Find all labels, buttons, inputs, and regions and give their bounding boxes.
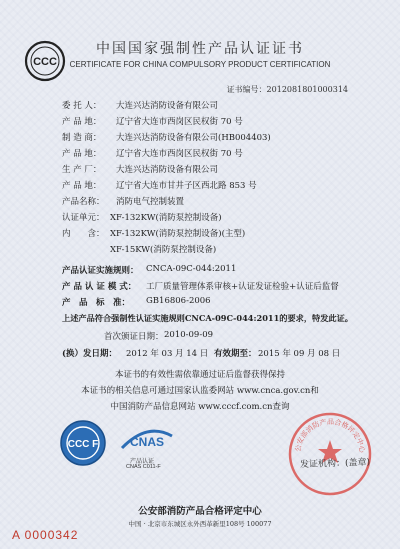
certificate-number: 证书编号：2012081801000314	[226, 85, 348, 94]
serial-number: A 0000342	[12, 528, 79, 542]
rule-value: 工厂质量管理体系审核+认证发证检验+认证后监督	[146, 282, 339, 292]
field-label: 产 品 地：	[62, 149, 102, 159]
footer-organization: 公安部消防产品合格评定中心	[138, 506, 262, 517]
rule-label: 产 品 认 证 模 式：	[62, 282, 137, 292]
field-value: 大连兴达消防设备有限公司	[116, 101, 219, 111]
valid-until-label: 有效期至：	[214, 349, 257, 359]
field-value: 大连兴达消防设备有限公司(HB004403)	[116, 133, 271, 143]
note-line: 本证书的相关信息可通过国家认监委网站 www.cnca.gov.cn和	[81, 386, 319, 396]
seal-ring-text: 公安部消防产品合格评定中心	[293, 417, 367, 454]
note-line: 中国消防产品信息网站 www.cccf.com.cn查询	[110, 402, 290, 412]
cert-unit-label: 认证单元：	[62, 213, 105, 223]
svg-text:CCC: CCC	[33, 56, 57, 68]
certificate-title-en: CERTIFICATE FOR CHINA COMPULSORY PRODUCT CERTIFICATION	[69, 60, 331, 69]
first-issue-value: 2010-09-09	[164, 330, 214, 340]
field-value: 大连兴达消防设备有限公司	[116, 165, 219, 175]
contain-line: XF-132KW(消防泵控制设备)(主型)	[110, 229, 246, 239]
certificate-title: 中国国家强制性产品认证证书	[96, 41, 304, 57]
rule-label: 产品认证实施规则：	[62, 266, 139, 276]
ccc-f-badge-text: CCC F	[67, 439, 99, 450]
footer-address: 中国 · 北京市东城区永外西革新里108号 100077	[128, 520, 272, 528]
first-issue-label: 首次颁证日期：	[104, 332, 164, 342]
contain-line: XF-15KW(消防泵控制设备)	[110, 245, 217, 255]
issue-date-value: 2012 年 03 月 14 日	[126, 349, 209, 359]
note-line: 本证书的有效性需依靠通过证后监督获得保持	[114, 370, 285, 380]
issuing-authority-signature: 发证机构：(盖章)	[299, 457, 371, 471]
rule-value: CNCA-09C-044:2011	[146, 264, 237, 274]
field-value: 辽宁省大连市西岗区民权街 70 号	[116, 117, 243, 127]
cnas-badge-text: CNAS	[129, 435, 165, 449]
field-value: 辽宁省大连市甘井子区西北路 853 号	[116, 181, 257, 191]
cert-unit-value: XF-132KW(消防泵控制设备)	[110, 213, 222, 223]
cnas-badge-icon	[118, 418, 176, 458]
field-value: 辽宁省大连市西岗区民权街 70 号	[116, 149, 243, 159]
product-name-value: 消防电气控制装置	[116, 197, 185, 207]
field-label: 委 托 人：	[62, 101, 102, 111]
field-label: 制 造 商：	[62, 133, 102, 143]
statement: 上述产品符合强制性认证实施规则CNCA-09C-044:2011的要求，特发此证。	[62, 313, 353, 323]
issue-date-label: (换）发日期：	[62, 349, 118, 359]
ccc-f-badge-icon	[58, 418, 108, 468]
contain-label: 内 含：	[62, 229, 105, 239]
rule-value: GB16806-2006	[146, 296, 211, 306]
field-label: 产 品 地：	[62, 181, 102, 191]
product-name-label: 产品名称：	[62, 197, 105, 207]
rule-label: 产 品 标 准：	[62, 298, 131, 308]
field-label: 生 产 厂：	[62, 165, 102, 175]
field-label: 产 品 地：	[62, 117, 102, 127]
cnas-sub-code: CNAS C011-F	[126, 464, 161, 470]
official-seal-icon	[286, 410, 374, 498]
cnas-sub-label: 产品认证	[130, 458, 155, 465]
valid-until-value: 2015 年 09 月 08 日	[258, 349, 341, 359]
